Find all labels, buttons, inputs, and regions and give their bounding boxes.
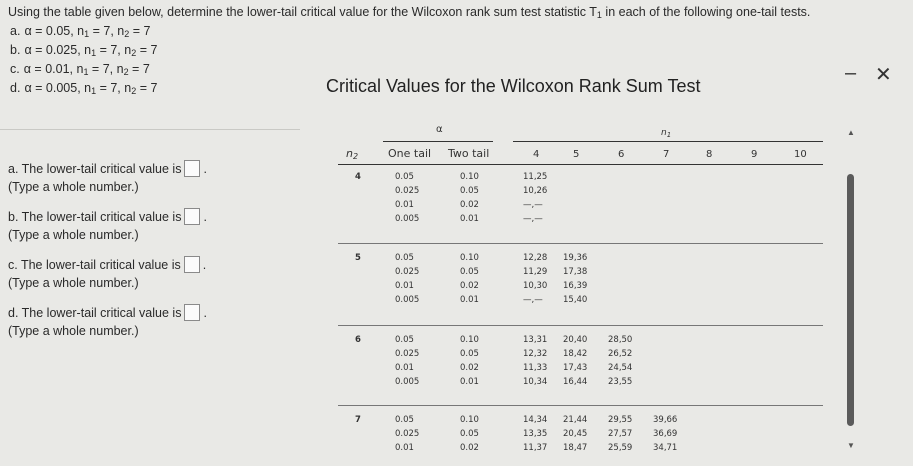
two-tail-value: 0.10 bbox=[460, 253, 479, 263]
scroll-up-icon[interactable]: ▲ bbox=[847, 128, 855, 137]
critical-value: 24,54 bbox=[608, 363, 633, 373]
two-tail-value: 0.05 bbox=[460, 349, 479, 359]
two-tail-value: 0.01 bbox=[460, 295, 479, 305]
critical-value: 17,43 bbox=[563, 363, 588, 373]
answer-input[interactable] bbox=[184, 160, 200, 177]
critical-value: 13,35 bbox=[523, 429, 548, 439]
critical-value: 14,34 bbox=[523, 415, 548, 425]
question-part-text: c. bbox=[10, 62, 20, 76]
question-part-text: d. bbox=[10, 81, 21, 95]
group-rule bbox=[338, 243, 823, 244]
question-part-text: α = 0.05, n bbox=[24, 24, 85, 38]
critical-value: 29,55 bbox=[608, 415, 633, 425]
n1-header bbox=[661, 128, 671, 139]
critical-value: 18,42 bbox=[563, 349, 588, 359]
question-part-text: a. bbox=[10, 24, 21, 38]
one-tail-value: 0.05 bbox=[395, 253, 414, 263]
question-part-text: 1 bbox=[91, 86, 97, 96]
alpha-header: α bbox=[436, 124, 443, 135]
two-tail-value: 0.02 bbox=[460, 443, 479, 453]
answer-row bbox=[8, 256, 308, 273]
one-tail-value: 0.025 bbox=[395, 429, 420, 439]
answer-label: b. The lower-tail critical value is bbox=[8, 209, 182, 224]
critical-value: 10,26 bbox=[523, 186, 548, 196]
two-tail-value: 0.01 bbox=[460, 214, 479, 224]
one-tail-value: 0.005 bbox=[395, 295, 420, 305]
one-tail-header: One tail bbox=[388, 147, 432, 160]
critical-value: 23,55 bbox=[608, 377, 633, 387]
question-part-text: 2 bbox=[131, 48, 137, 58]
question-part-text: = 7 bbox=[136, 43, 158, 57]
critical-value: 13,31 bbox=[523, 335, 548, 345]
question-part-text: = 7, n bbox=[96, 81, 132, 95]
critical-value: 27,57 bbox=[608, 429, 633, 439]
critical-value: 34,71 bbox=[653, 443, 678, 453]
n1-value: 9 bbox=[751, 149, 758, 160]
n2-header bbox=[346, 147, 358, 161]
one-tail-value: 0.01 bbox=[395, 200, 414, 210]
critical-value: 11,37 bbox=[523, 443, 548, 453]
question-part-text: 1 bbox=[91, 48, 97, 58]
critical-value: 36,69 bbox=[653, 429, 678, 439]
question-part-text: 1 bbox=[84, 29, 90, 39]
critical-value: 16,44 bbox=[563, 377, 588, 387]
n2-header-text: n bbox=[346, 147, 353, 160]
two-tail-value: 0.02 bbox=[460, 281, 479, 291]
answer-input[interactable] bbox=[184, 208, 200, 225]
one-tail-value: 0.025 bbox=[395, 267, 420, 277]
question-part bbox=[10, 42, 898, 61]
critical-value: 12,32 bbox=[523, 349, 548, 359]
answer-label: c. The lower-tail critical value is bbox=[8, 257, 181, 272]
answer-period: . bbox=[203, 305, 207, 320]
question-part bbox=[10, 23, 898, 42]
answer-hint: (Type a whole number.) bbox=[8, 276, 139, 290]
answer-block bbox=[8, 208, 308, 256]
answer-period: . bbox=[203, 209, 207, 224]
one-tail-value: 0.025 bbox=[395, 349, 420, 359]
one-tail-value: 0.05 bbox=[395, 172, 414, 182]
critical-value: 26,52 bbox=[608, 349, 633, 359]
critical-value: 10,30 bbox=[523, 281, 548, 291]
critical-value: 11,33 bbox=[523, 363, 548, 373]
group-rule bbox=[338, 325, 823, 326]
question-part-text: = 7 bbox=[128, 62, 150, 76]
question-part-text: 2 bbox=[123, 67, 129, 77]
critical-value: 16,39 bbox=[563, 281, 588, 291]
critical-value: 20,40 bbox=[563, 335, 588, 345]
close-button[interactable]: ✕ bbox=[875, 64, 892, 86]
two-tail-value: 0.10 bbox=[460, 335, 479, 345]
n2-value: 4 bbox=[355, 172, 361, 182]
question-part-text: 2 bbox=[131, 86, 137, 96]
n1-header-sub: 1 bbox=[666, 131, 672, 139]
n1-value: 8 bbox=[706, 149, 713, 160]
critical-value: 15,40 bbox=[563, 295, 588, 305]
one-tail-value: 0.01 bbox=[395, 443, 414, 453]
two-tail-value: 0.02 bbox=[460, 363, 479, 373]
critical-value: 11,29 bbox=[523, 267, 548, 277]
two-tail-value: 0.05 bbox=[460, 186, 479, 196]
n1-value: 10 bbox=[794, 149, 807, 160]
window-title: Critical Values for the Wilcoxon Rank Sum Test bbox=[326, 76, 701, 96]
n1-header-text: n bbox=[661, 128, 667, 138]
answer-label: a. The lower-tail critical value is bbox=[8, 161, 182, 176]
answer-row bbox=[8, 208, 308, 225]
critical-value: 20,45 bbox=[563, 429, 588, 439]
two-tail-value: 0.10 bbox=[460, 172, 479, 182]
answer-label: d. The lower-tail critical value is bbox=[8, 305, 182, 320]
two-tail-value: 0.05 bbox=[460, 429, 479, 439]
one-tail-value: 0.05 bbox=[395, 415, 414, 425]
question-part-text: 1 bbox=[83, 67, 89, 77]
n2-value: 7 bbox=[355, 415, 361, 425]
critical-value: 25,59 bbox=[608, 443, 633, 453]
group-rule bbox=[338, 405, 823, 406]
minimize-button[interactable]: – bbox=[845, 62, 857, 84]
n1-value: 5 bbox=[573, 149, 580, 160]
two-tail-value: 0.01 bbox=[460, 377, 479, 387]
one-tail-value: 0.005 bbox=[395, 377, 420, 387]
one-tail-value: 0.05 bbox=[395, 335, 414, 345]
question-part-text: = 7, n bbox=[96, 43, 132, 57]
critical-value: 39,66 bbox=[653, 415, 678, 425]
rule-header bbox=[338, 164, 823, 165]
one-tail-value: 0.01 bbox=[395, 363, 414, 373]
critical-value: —,— bbox=[523, 214, 543, 224]
two-tail-value: 0.05 bbox=[460, 267, 479, 277]
n1-value: 7 bbox=[663, 149, 670, 160]
answer-hint: (Type a whole number.) bbox=[8, 180, 139, 194]
critical-values-table bbox=[328, 120, 828, 466]
critical-value: 11,25 bbox=[523, 172, 548, 182]
n2-value: 5 bbox=[355, 253, 361, 263]
two-tail-header: Two tail bbox=[448, 147, 490, 160]
one-tail-value: 0.005 bbox=[395, 214, 420, 224]
critical-value: —,— bbox=[523, 295, 543, 305]
answer-row bbox=[8, 160, 308, 177]
question-part-text: α = 0.005, n bbox=[24, 81, 92, 95]
scrollbar-thumb[interactable] bbox=[847, 174, 854, 426]
answer-input[interactable] bbox=[184, 304, 200, 321]
answer-block bbox=[8, 304, 308, 352]
divider bbox=[0, 129, 300, 130]
scroll-down-icon[interactable]: ▼ bbox=[847, 441, 855, 450]
n2-header-sub: 2 bbox=[352, 152, 359, 161]
question-part-text: = 7 bbox=[129, 24, 151, 38]
answer-period: . bbox=[202, 257, 207, 272]
two-tail-value: 0.02 bbox=[460, 200, 479, 210]
answer-hint: (Type a whole number.) bbox=[8, 228, 139, 242]
question-part-text: α = 0.01, n bbox=[23, 62, 84, 76]
critical-value: 18,47 bbox=[563, 443, 588, 453]
question-part-text: α = 0.025, n bbox=[24, 43, 92, 57]
question-part-text: = 7, n bbox=[88, 62, 124, 76]
rule-n1 bbox=[513, 141, 823, 142]
answer-block bbox=[8, 256, 308, 304]
answer-input[interactable] bbox=[184, 256, 200, 273]
question-part-text: = 7 bbox=[136, 81, 158, 95]
n2-value: 6 bbox=[355, 335, 361, 345]
two-tail-value: 0.10 bbox=[460, 415, 479, 425]
answer-section bbox=[8, 160, 308, 352]
n1-value: 6 bbox=[618, 149, 625, 160]
critical-value: 21,44 bbox=[563, 415, 588, 425]
critical-value: 17,38 bbox=[563, 267, 588, 277]
answer-period: . bbox=[203, 161, 207, 176]
critical-value: 19,36 bbox=[563, 253, 588, 263]
answer-hint: (Type a whole number.) bbox=[8, 324, 139, 338]
question-intro: Using the table given below, determine the lower-tail critical value for the Wilcoxon rank sum test statistic $T_1$ in each of the following one-tail tests. bbox=[8, 5, 811, 20]
critical-value: 12,28 bbox=[523, 253, 548, 263]
one-tail-value: 0.025 bbox=[395, 186, 420, 196]
n1-value: 4 bbox=[533, 149, 540, 160]
answer-block bbox=[8, 160, 308, 208]
one-tail-value: 0.01 bbox=[395, 281, 414, 291]
rule-alpha bbox=[383, 141, 493, 142]
question-part-text: = 7, n bbox=[89, 24, 125, 38]
question-part-text: 2 bbox=[124, 29, 130, 39]
critical-value: 28,50 bbox=[608, 335, 633, 345]
answer-row bbox=[8, 304, 308, 321]
critical-value: —,— bbox=[523, 200, 543, 210]
critical-value: 10,34 bbox=[523, 377, 548, 387]
question-part-text: b. bbox=[10, 43, 21, 57]
table-scrollbar[interactable] bbox=[844, 128, 858, 450]
